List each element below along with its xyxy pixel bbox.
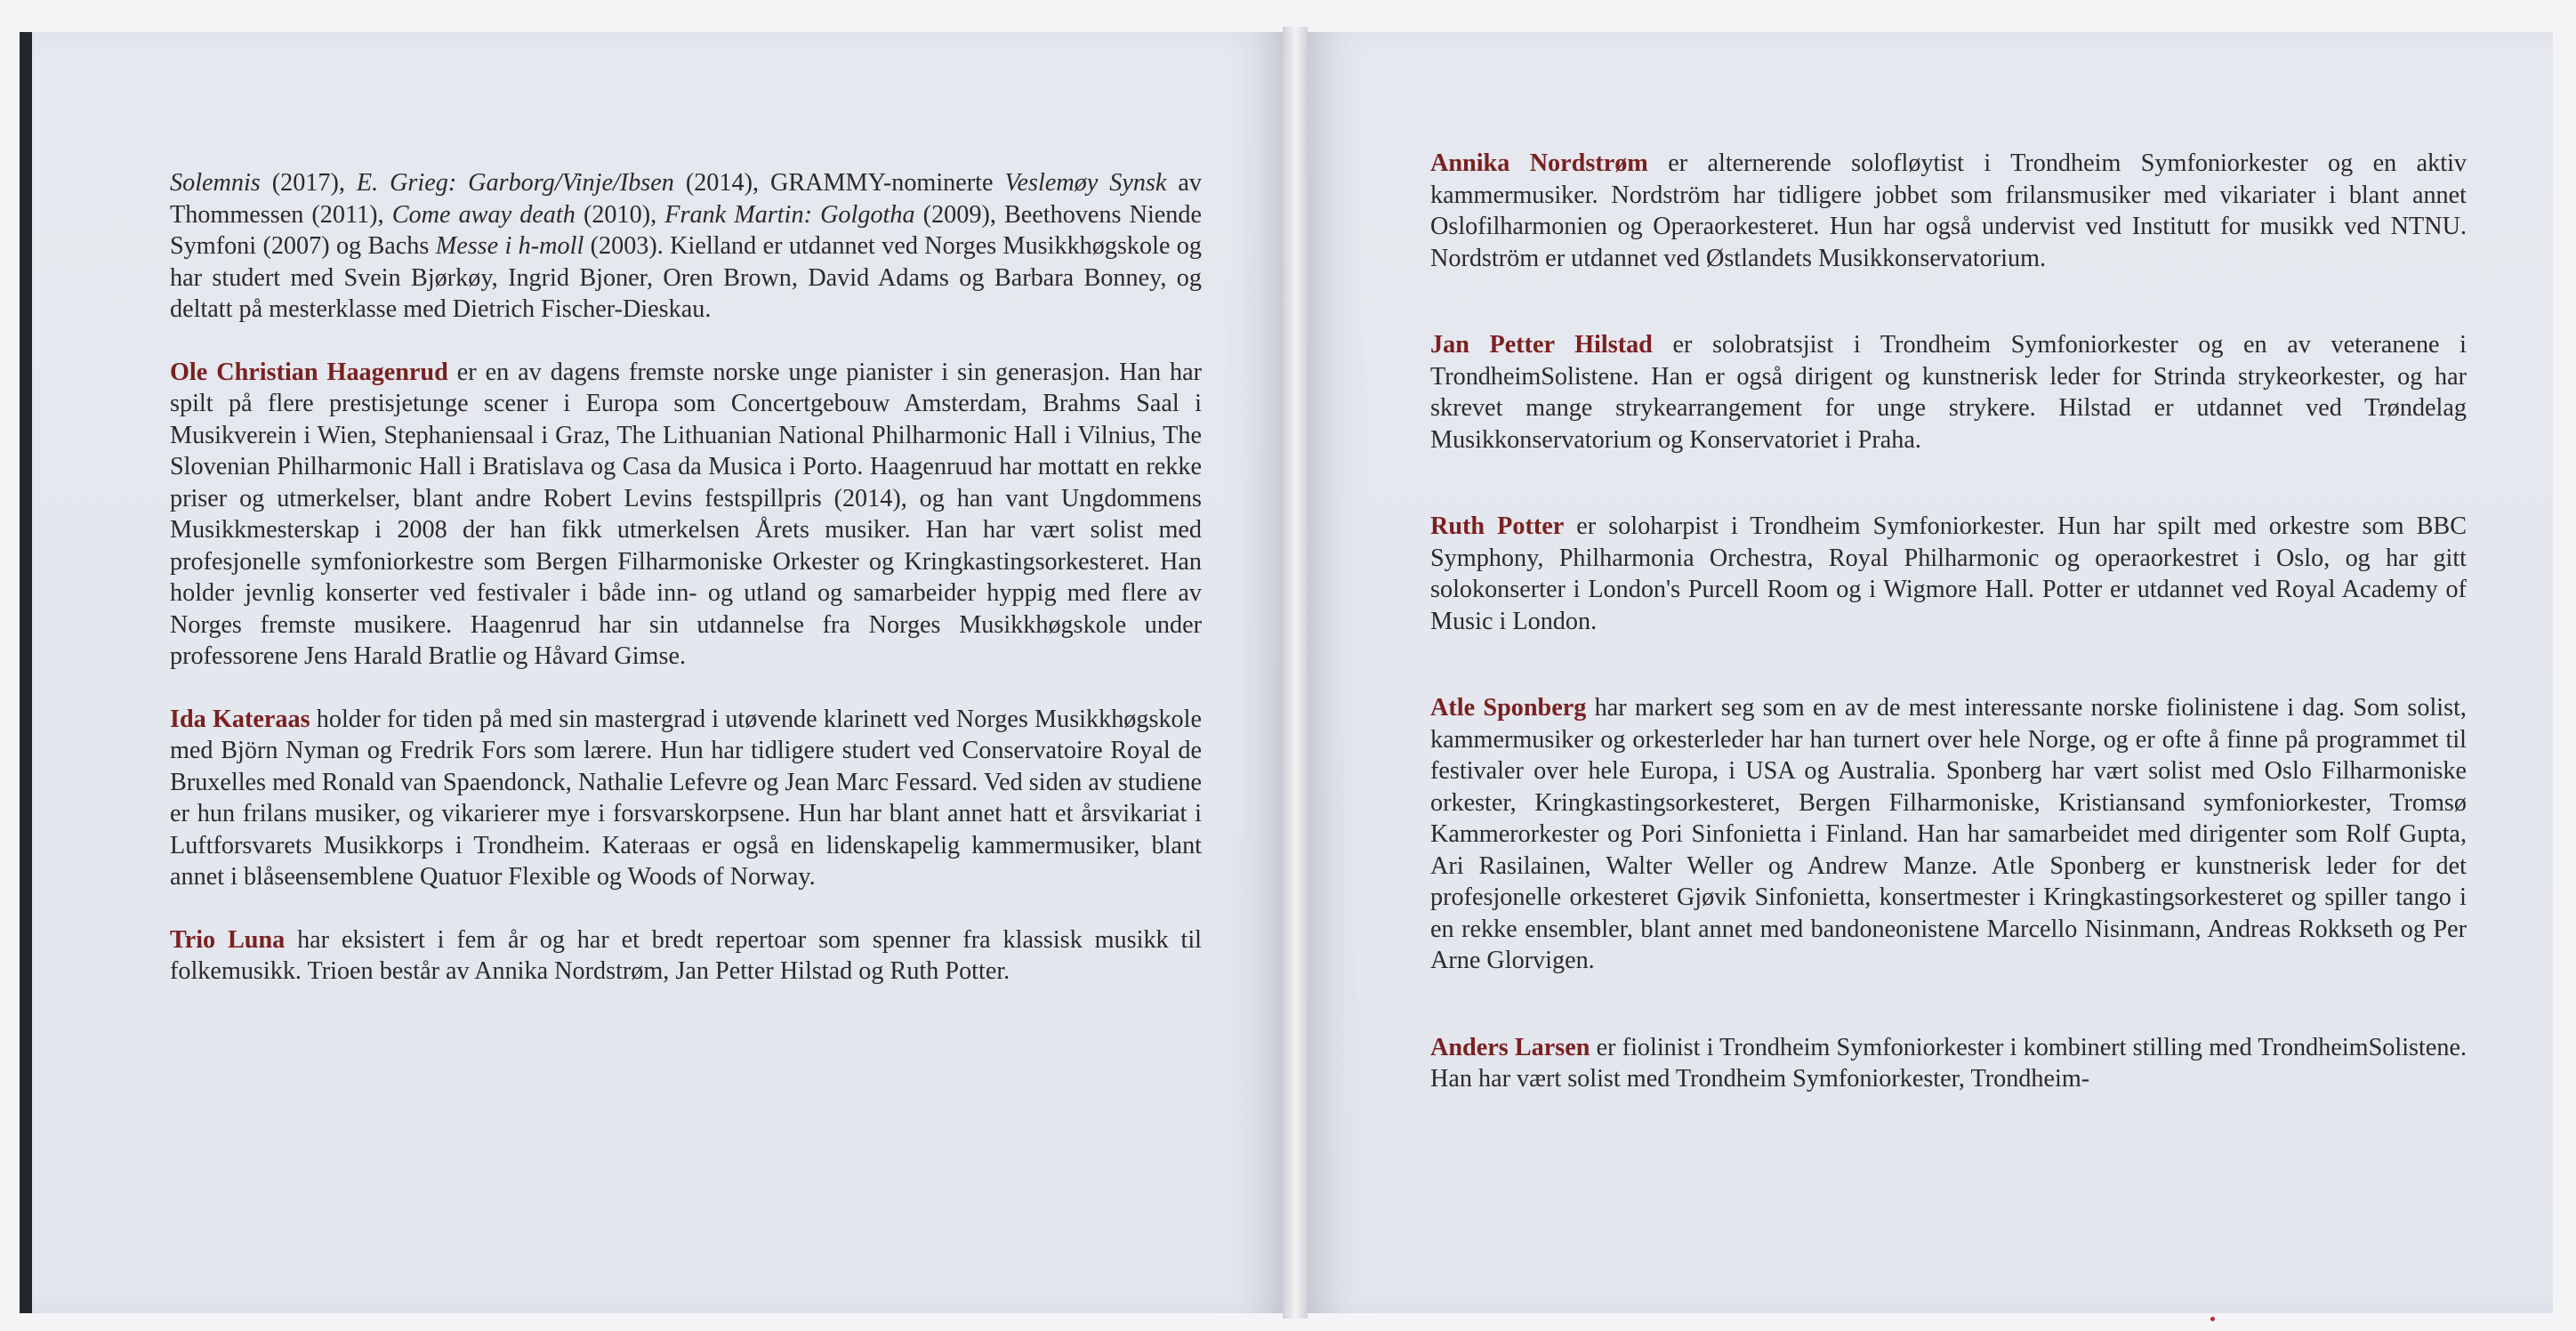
- right-page-text: [1430, 148, 2467, 1095]
- bio-name: Ruth Potter: [1430, 512, 1565, 540]
- intro-paragraph: [170, 167, 1202, 326]
- left-page-text: [170, 167, 1202, 988]
- bio-trio-luna: [170, 924, 1202, 988]
- left-page: [20, 32, 1283, 1313]
- intro-text: (2009), Beethovens Niende Symfoni (2007) og Bachs: [170, 200, 1203, 260]
- italic-title: Veslemøy Synsk: [1004, 169, 1167, 197]
- bio-potter: [1430, 511, 2467, 637]
- bio-name: Trio Luna: [170, 925, 286, 954]
- bio-haagenrud: [170, 357, 1202, 673]
- bio-larsen: [1430, 1032, 2467, 1095]
- bio-name: Ole Christian Haagenrud: [170, 358, 448, 386]
- bio-hilstad: [1430, 329, 2467, 456]
- bio-text: har eksistert i fem år og har et bredt repertoar som spenner fra klassisk musikk til folkemusikk. Trioen består av Annika Nordstrøm, Jan Petter Hilstad og Ruth Potter.: [170, 925, 1202, 985]
- intro-text: (2003). Kielland er utdannet ved Norges Musikkhøgskole og har studert med Svein Bjørkøy, Ingrid Bjoner, Oren Brown, David Adams og Barbara Bonney, og deltatt på mesterklasse med Dietrich Fischer-Dieskau.: [170, 232, 1202, 323]
- intro-text: (2010),: [575, 200, 665, 229]
- italic-title: Come away death: [391, 200, 576, 229]
- italic-title: E. Grieg: Garborg/Vinje/Ibsen: [356, 169, 674, 197]
- bio-name: Anders Larsen: [1430, 1033, 1590, 1061]
- bio-sponberg: [1430, 692, 2467, 977]
- bio-text: holder for tiden på med sin mastergrad i utøvende klarinett ved Norges Musikkhøgskole med Björn Nyman og Fredrik Fors som lærere. Hun har tidligere studert ved Conservatoire Royal de Bruxelles med Ronald van Spaendonck, Nathalie Lefevre og Jean Marc Fessard. Ved siden av studiene er hun frilans musiker, og vikarierer mye i forsvarskorpsene. Hun har blant annet hatt et årsvikariat i Luftforsvarets Musikkorps i Trondheim. Kateraas er også en lidenskapelig kammermusiker, blant annet i blåseensemblene Quatuor Flexible og Woods of Norway.: [170, 705, 1202, 891]
- bio-text: har markert seg som en av de mest interessante norske fiolinistene i dag. Som solist, kammermusiker og orkesterleder har han turnert over hele Norge, og er ofte å finne på programmet til festivaler over hele Europa, i USA og Australia. Sponberg har vært solist med Oslo Filharmoniske orkester, Kringkastingsorkesteret, Bergen Filharmoniske, Kristiansand symfoniorkester, Tromsø Kammerorkester og Pori Sinfonietta i Finland. Han har samarbeidet med dirigenter som Rolf Gupta, Ari Rasilainen, Walter Weller og Andrew Manze. Atle Sponberg er kunstnerisk leder for det profesjonelle orkesteret Gjøvik Sinfonietta, konsertmester i Kringkastingsorkesteret og spiller tango i en rekke ensembler, blant annet med bandoneonistene Marcello Nisinmann, Andreas Rokkseth og Per Arne Glorvigen.: [1430, 694, 2467, 974]
- bio-nordstrom: [1430, 148, 2467, 274]
- binding-gutter: [1283, 27, 1308, 1319]
- bio-kateraas: [170, 704, 1202, 893]
- intro-text: (2014), GRAMMY-nominerte: [673, 169, 1005, 197]
- intro-text: av Thommessen (2011),: [170, 169, 1202, 229]
- italic-title: Messe i h-moll: [435, 232, 584, 260]
- bio-text: er alternerende solofløytist i Trondheim Symfoniorkester og en aktiv kammermusiker. Nordström har tidligere jobbet som frilansmusiker med vikariater i blant annet Oslofilharmonien og Operaorkesteret. Hun har også undervist ved Institutt for musikk ved NTNU. Nordström er utdannet ved Østlandets Musikkonservatorium.: [1430, 149, 2467, 272]
- bio-text: er fiolinist i Trondheim Symfoniorkester i kombinert stilling med TrondheimSolistene. Han har vært solist med Trondheim Symfoniorkester, Trondheim-: [1430, 1033, 2467, 1093]
- intro-text: (2017),: [260, 169, 357, 197]
- bio-text: er en av dagens fremste norske unge pianister i sin generasjon. Han har spilt på flere prestisjetunge scener i Europa som Concertgebouw Amsterdam, Brahms Saal i Musikverein i Wien, Stephaniensaal i Graz, The Lithuanian National Philharmonic Hall i Vilnius, The Slovenian Philharmonic Hall i Bratislava og Casa da Musica i Porto. Haagenruud har mottatt en rekke priser og utmerkelser, blant andre Robert Levins festspillpris (2014), og han vant Ungdommens Musikkmesterskap i 2008 der han fikk utmerkelsen Årets musiker. Han har vært solist med profesjonelle symfoniorkestre som Bergen Filharmoniske Orkester og Kringkastingsorkesteret. Han holder jevnlig konserter ved festivaler i både inn- og utland og samarbeider hyppig med flere av Norges fremste musikere. Haagenrud har sin utdannelse fra Norges Musikkhøgskole under professorene Jens Harald Bratlie og Håvard Gimse.: [170, 358, 1202, 670]
- bio-text: er soloharpist i Trondheim Symfoniorkester. Hun har spilt med orkestre som BBC Symphony, Philharmonia Orchestra, Royal Philharmonic og operaorkestret i Oslo, og har gitt solokonserter i London's Purcell Room og i Wigmore Hall. Potter er utdannet ved Royal Academy of Music i London.: [1430, 512, 2467, 635]
- italic-title: Solemnis: [170, 169, 261, 197]
- bio-text: er solobratsjist i Trondheim Symfoniorkester og en av veteranene i TrondheimSolistene. Han er også dirigent og kunstnerisk leder for Strinda strykeorkester, og har skrevet mange strykearrangement for unge strykere. Hilstad er utdannet ved Trøndelag Musikkonservatorium og Konservatoriet i Praha.: [1430, 331, 2467, 454]
- bio-name: Ida Kateraas: [170, 705, 310, 733]
- bio-name: Atle Sponberg: [1430, 694, 1587, 722]
- bio-name: Jan Petter Hilstad: [1430, 331, 1653, 359]
- bio-name: Annika Nordstrøm: [1430, 149, 1648, 177]
- right-page: [1308, 32, 2553, 1313]
- print-speck: [2210, 1317, 2215, 1321]
- italic-title: Frank Martin: Golgotha: [664, 200, 915, 229]
